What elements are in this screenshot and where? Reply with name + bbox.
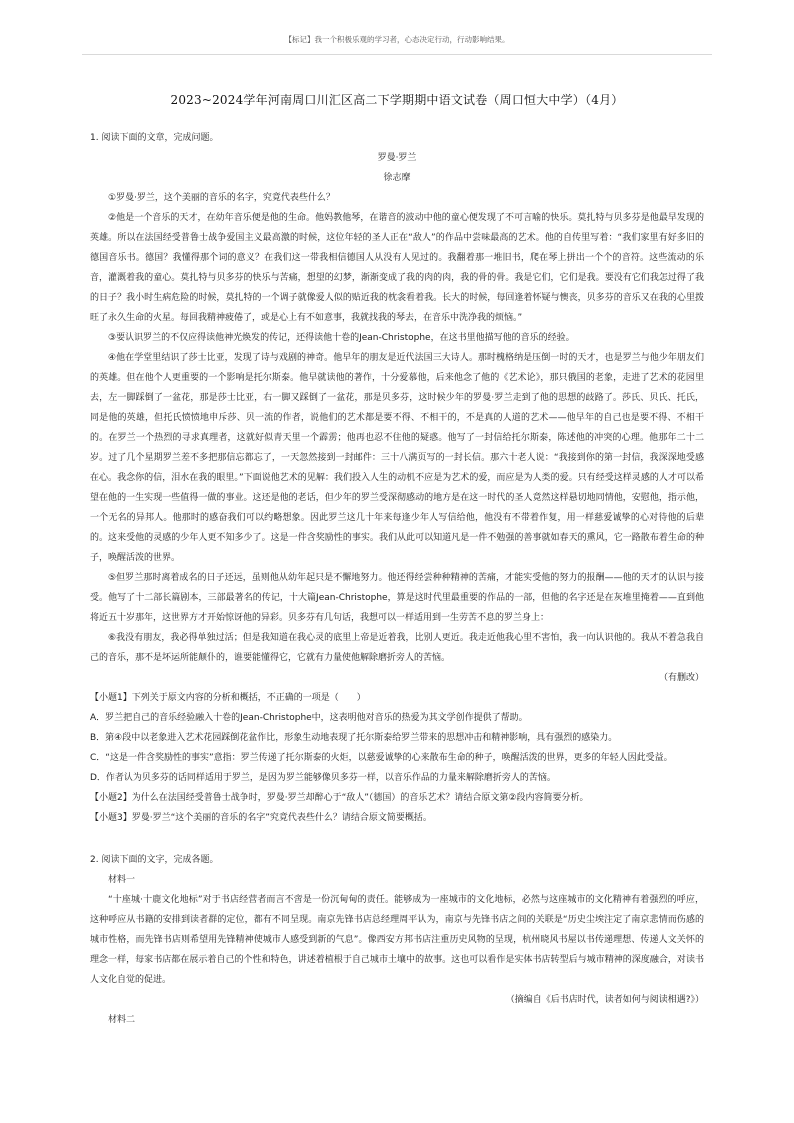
article-paragraph-2: ②他是一个音乐的天才，在幼年音乐便是他的生命。他妈教他琴，在谐音的波动中他的童心便发现了不可言喻的快乐。莫扎特与贝多芬是他最早发现的英雄。所以在法国经受普鲁士战争爱国主义最高激的时候，这位年轻的圣人正在“敌人”的作品中尝味最高的艺术。他的自传里写着：“我们家里有好多旧的德国音乐书。德国？我懂得那个词的意义？在我们这一带我相信德国人从没有人见过的。我翻着那一堆旧书，爬在琴上拼出一个个的音符。这些流动的乐音，灌溉着我的童心。莫扎特与贝多芬的快乐与苦痛，想望的幻梦，渐渐变成了我的肉的肉，我的骨的骨。我是它们，它们是我。要没有它们我怎过得了我的日子？我小时生病危险的时候，莫扎特的一个调子就像爱人似的贴近我的枕衾看着我。长大的时候，每回逢着怀疑与懊丧，贝多芬的音乐又在我的心里拨旺了永久生命的火星。每回我精神疲倦了，或是心上有不如意事，我就找我的琴去，在音乐中洗净我的烦恼。” xyxy=(90,213,704,323)
question-2: 【小题2】为什么在法国经受普鲁士战争时，罗曼·罗兰却醉心于“敌人”（德国）的音乐艺术？请结合原文第②段内容简要分析。 xyxy=(90,793,589,803)
article-paragraph-6: ⑥我没有朋友，我必得单独过活；但是我知道在我心灵的底里上帝是近着我，比别人更近。我走近他我心里不害怕，我一向认识他的。我从不着急我自己的音乐，那不是坏运所能颠仆的，谁要能懂得它，它就有力量使他解除磨折旁人的苦恼。 xyxy=(90,633,704,663)
material-2-label: 材料二 xyxy=(108,1015,136,1025)
abridged-note: （有删改） xyxy=(658,673,704,683)
question-3: 【小题3】罗曼·罗兰“这个美丽的音乐的名字”究竟代表些什么？请结合原文简要概括。 xyxy=(90,813,432,823)
question-1-stem: 【小题1】下列关于原文内容的分析和概括，不正确的一项是（ ） xyxy=(90,693,366,703)
option-c: C．“这是一件含奖励性的事实”意指：罗兰传递了托尔斯泰的火炬，以慈爱诚挚的心来散布生命的种子，唤醒活泼的世界，更多的年轻人因此受益。 xyxy=(90,753,673,763)
material-1-source: （摘编自《后书店时代，读者如何与阅读相遇?》） xyxy=(505,995,704,1005)
material-1-label: 材料一 xyxy=(108,875,136,885)
option-b: B．第④段中以老象进入艺术花园踩倒花盆作比，形象生动地表现了托尔斯泰给罗兰带来的思想冲击和精神影响，具有强烈的感染力。 xyxy=(90,733,618,743)
article-author: 徐志摩 xyxy=(383,173,411,183)
material-1-text: “十座城·十鹿文化地标”对于书店经营者而言不啻是一份沉甸甸的责任。能够成为一座城市的文化地标，必然与这座城市的文化精神有着强烈的呼应，这种呼应从书籍的安排到读者群的定位，都有不同呈现。南京先锋书店总经理周平认为，南京与先锋书店之间的关联是“历史尘埃注定了南京悲情而伤感的城市性格，而先锋书店则希望用先锋精神使城市人感受到新的气息”。像西安方邦书店注重历史风物的呈现，杭州晓风书屋以书传递理想、传递人文关怀的理念一样，每家书店都在展示着自己的个性和特色，讲述着植根于自己城市土壤中的故事。这也可以看作是实体书店转型后与城市精神的深度融合，对读书人文化自觉的促进。 xyxy=(90,895,704,985)
header-divider xyxy=(82,54,712,55)
exam-content xyxy=(90,128,704,1030)
option-d: D．作者认为贝多芬的话同样适用于罗兰，是因为罗兰能够像贝多芬一样，以音乐作品的力量来解除磨折旁人的苦恼。 xyxy=(90,773,556,783)
article-paragraph-1: ①罗曼·罗兰，这个美丽的音乐的名字，究竟代表些什么？ xyxy=(108,193,335,203)
exam-title: 2023~2024学年河南周口川汇区高二下学期期中语文试卷（周口恒大中学）（4月） xyxy=(170,93,624,107)
page-header-motto: 【标记】我一个积极乐观的学习者，心态决定行动，行动影响结果。 xyxy=(284,35,510,44)
section1-instruction: 1. 阅读下面的文章，完成问题。 xyxy=(90,133,219,143)
article-paragraph-3: ③要认识罗兰的不仅应得读他神光焕发的传记，还得读他十卷的Jean-Christophe，在这书里他描写他的音乐的经验。 xyxy=(108,333,575,343)
article-paragraph-4: ④他在学堂里结识了莎士比亚，发现了诗与戏剧的神奇。他早年的朋友是近代法国三大诗人。那时槐格纳是压倒一时的天才，也是罗兰与他少年朋友们的英雄。但在他个人更重要的一个影响是托尔斯泰。他早就读他的著作，十分爱慕他，后来他念了他的《艺术论》，那只俄国的老象，走进了艺术的花园里去，左一脚踩倒了一盆花，那是莎士比亚，右一脚又踩倒了一盆花，那是贝多芬，这时候少年的罗曼·罗兰走到了他的思想的歧路了。莎氏、贝氏、托氏，同是他的英雄，但托氏愤愤地申斥莎、贝一流的作者，说他们的艺术都是要不得、不相干的，不是真的人道的艺术——他早年的自己也是要不得、不相干的。在罗兰一个热烈的寻求真理者，这就好似青天里一个霹雳；他再也忍不住他的疑惑。他写了一封信给托尔斯泰，陈述他的冲突的心理。他那年二十二岁。过了几个星期罗兰差不多把那信忘都忘了，一天忽然接到一封邮件：三十八满页写的一封长信。那六十老人说：“我接到你的第一封信，我深深地受感在心。我念你的信，泪水在我的眼里。”下面说他艺术的见解：我们投入人生的动机不应是为艺术的爱，而应是为人类的爱。只有经受这样灵感的人才可以希望在他的一生实现一些值得一做的事业。这还是他的老话，但少年的罗兰受深彻感动的地方是在这一时代的圣人竟然这样悬切地同情他，安慰他，指示他，一个无名的异邦人。他那时的感奋我们可以约略想象。因此罗兰这几十年来每逢少年人写信给他，他没有不带着作复，用一样慈爱诚挚的心对待他的后辈的。这来受他的灵感的少年人更不知多少了。这是一件含奖励性的事实。我们从此可以知道凡是一件不勉强的善事就如春天的熏风，它一路散布着生命的种子，唤醒活泼的世界。 xyxy=(90,353,704,563)
option-a: A．罗兰把自己的音乐经验融入十卷的Jean-Christophe中，这表明他对音乐的热爱为其文学创作提供了帮助。 xyxy=(90,713,528,723)
article-title: 罗曼·罗兰 xyxy=(377,153,417,163)
section2-instruction: 2. 阅读下面的文字，完成各题。 xyxy=(90,855,219,865)
article-paragraph-5: ⑤但罗兰那时离着成名的日子还远，虽则他从幼年起只是不懈地努力。他还得经尝种种精神的苦痛，才能实受他的努力的报酬——他的天才的认识与接受。他写了十二部长篇剧本，三部最著名的传记，十大篇Jean-Christophe，算是这时代里最重要的作品的一部，但他的名字还是在灰堆里掩着——直到他将近五十岁那年，这世界方才开始惊讶他的异彩。贝多芬有几句话，我想可以一样适用到一生劳苦不息的罗兰身上： xyxy=(90,573,704,623)
section-spacer xyxy=(90,828,704,850)
